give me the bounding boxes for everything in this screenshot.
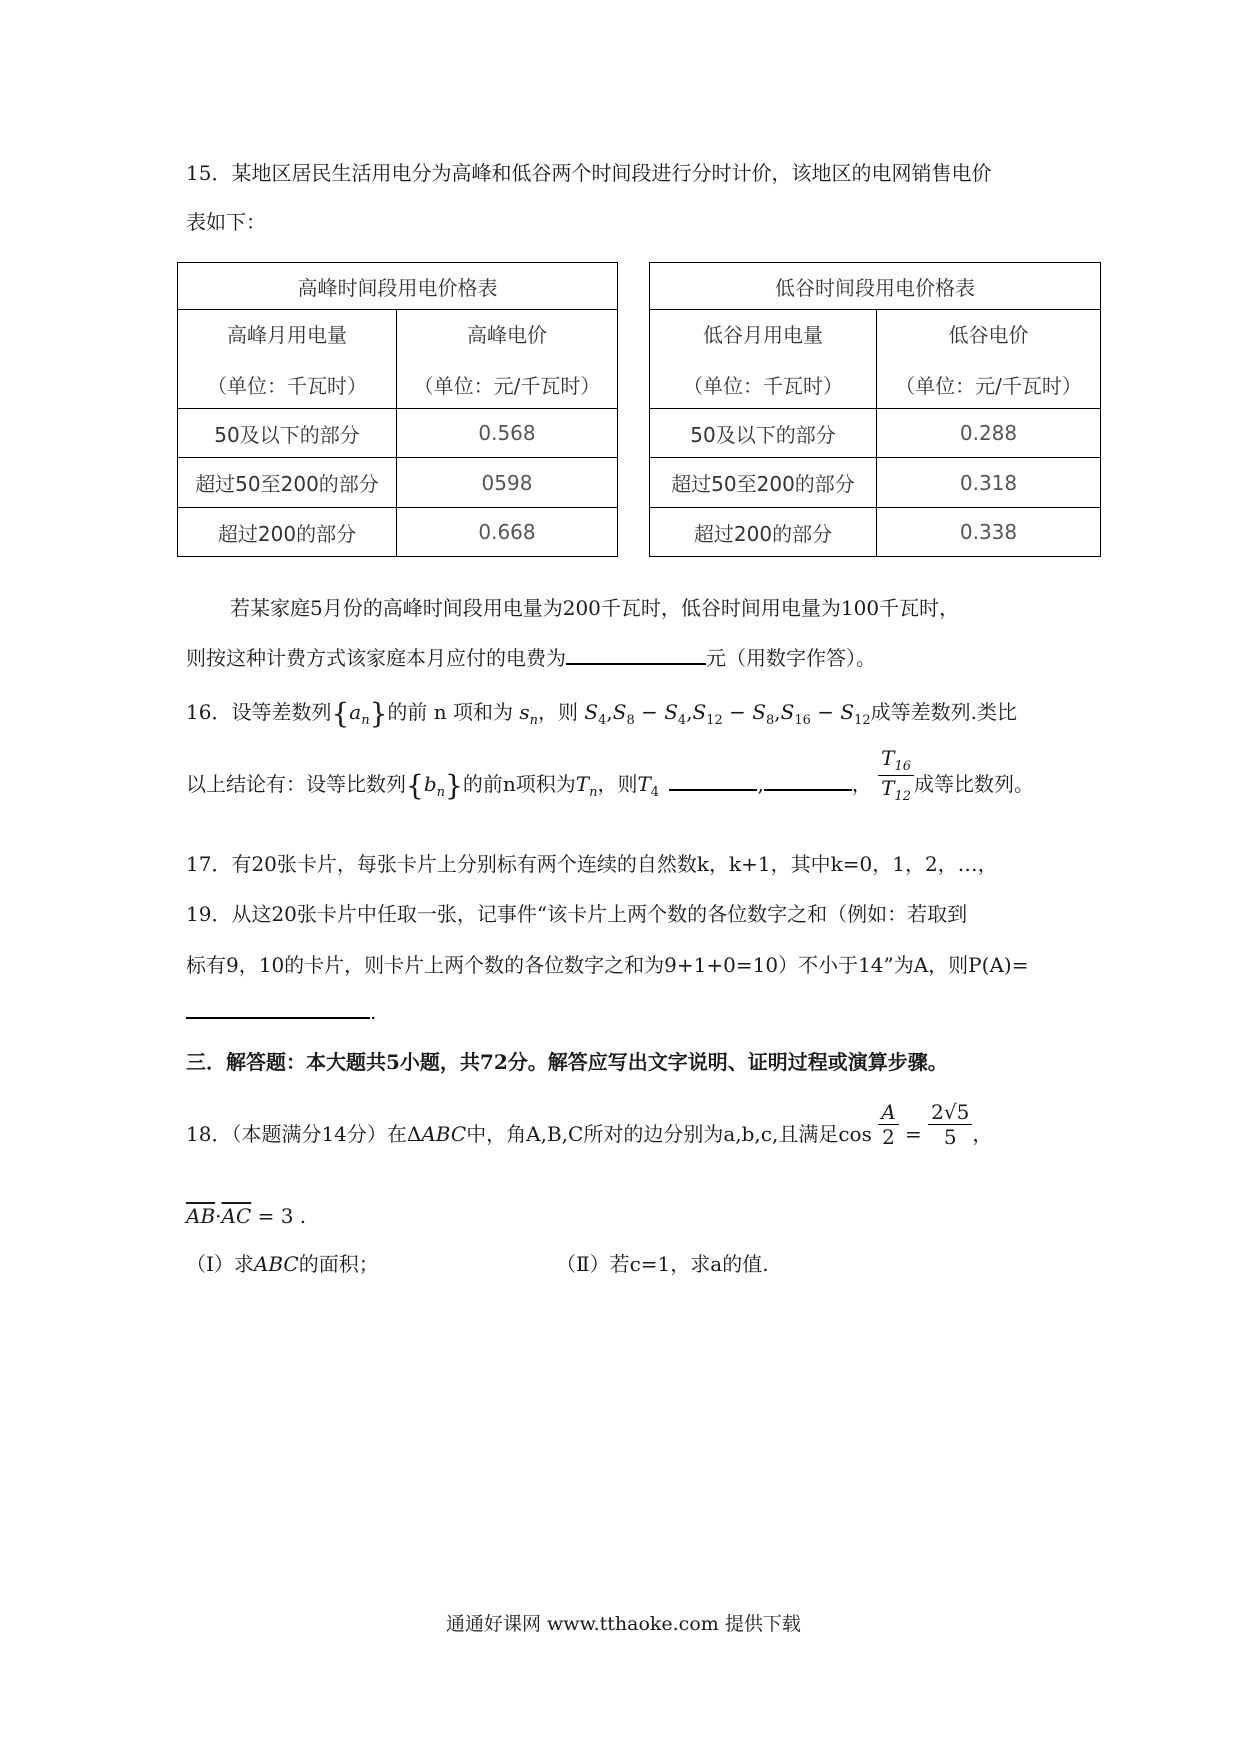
valley-row-1-range: 50及以下的部分 [650, 409, 877, 458]
valley-price-table [649, 262, 1101, 557]
q18-line-1: 18．（本题满分14分）在ΔABC中，角A,B,C所对的边分别为a,b,c,且满足cos $\frac{A}{2}$ = $\frac{2√5}{5}$ ， [186, 1100, 993, 1149]
t16-over-t12: $\frac{T_{16}}{T_{12}}$ [878, 748, 914, 803]
section-3-heading: 三．解答题：本大题共5小题，共72分。解答应写出文字说明、证明过程或演算步骤。 [186, 1050, 948, 1074]
q15-after-1: 若某家庭5月份的高峰时间段用电量为200千瓦时，低谷时间用电量为100千瓦时， [230, 596, 960, 620]
peak-col1-head: 高峰月用电量 （单位：千瓦时） [178, 310, 397, 409]
peak-row-3-range: 超过200的部分 [178, 508, 397, 557]
peak-row-3-price: 0.668 [397, 508, 618, 557]
valley-row-3-price: 0.338 [877, 508, 1101, 557]
q15-line-1: 15．某地区居民生活用电分为高峰和低谷两个时间段进行分时计价，该地区的电网销售电价 [186, 161, 992, 185]
valley-col2-head: 低谷电价 （单位：元/千瓦时） [877, 310, 1101, 409]
q17-answer-line: . [186, 1002, 376, 1022]
footer-credit: 通通好课网 www.tthaoke.com 提供下载 [446, 1613, 801, 1635]
q16-line-2: 以上结论有：设等比数列$\{b_n\}$的前n项积为$T_n$，则$T_4$ , ， $\frac{T_{16}}{T_{12}}$ 成等比数列。 [186, 746, 1035, 804]
peak-row-1-range: 50及以下的部分 [178, 409, 397, 458]
q17-line-1: 17．有20张卡片，每张卡片上分别标有两个连续的自然数k，k+1，其中k=0，1，2，…， [186, 852, 998, 876]
peak-row-1-price: 0.568 [397, 409, 618, 458]
q18-part-2: （Ⅱ）若c=1，求a的值. [556, 1252, 769, 1276]
valley-row-1-price: 0.288 [877, 409, 1101, 458]
q18-part-1: （Ⅰ）求ABC的面积； [186, 1252, 379, 1276]
valley-row-2-range: 超过50至200的部分 [650, 458, 877, 508]
q15-line-2: 表如下： [186, 210, 266, 234]
valley-col1-head: 低谷月用电量 （单位：千瓦时） [650, 310, 877, 409]
two-root5-over-5: $\frac{2√5}{5}$ [928, 1102, 972, 1147]
answer-blank-15[interactable] [566, 661, 706, 665]
peak-table-title: 高峰时间段用电价格表 [178, 263, 618, 310]
valley-row-2-price: 0.318 [877, 458, 1101, 508]
answer-blank-17[interactable] [186, 1015, 370, 1019]
valley-table-title: 低谷时间段用电价格表 [650, 263, 1101, 310]
q15-after-2: 则按这种计费方式该家庭本月应付的电费为 元（用数字作答）。 [186, 646, 876, 670]
q17-line-3: 标有9，10的卡片，则卡片上两个数的各位数字之和为9+1+0=10）不小于14”为A，则P(A)= [186, 953, 1029, 977]
valley-row-3-range: 超过200的部分 [650, 508, 877, 557]
q17-line-2: 19．从这20张卡片中任取一张，记事件“该卡片上两个数的各位数字之和（例如：若取到 [186, 902, 968, 926]
q16-line-1: 16．设等差数列$\{a_n\}$的前 n 项和为 $s_n$，则 $S_4,S_8 - S_4,S_{12} - S_8,S_{16} - S_{12}$成等差数列.类比 [186, 697, 1017, 730]
peak-price-table [177, 262, 618, 557]
peak-col2-head: 高峰电价 （单位：元/千瓦时） [397, 310, 618, 409]
peak-row-2-range: 超过50至200的部分 [178, 458, 397, 508]
answer-blank-16b[interactable] [764, 787, 852, 791]
q18-vector-condition: $\overline{AB}\cdot\overline{AC} = 3$ . [186, 1204, 307, 1228]
peak-row-2-price: 0598 [397, 458, 618, 508]
a-over-2: $\frac{A}{2}$ [878, 1102, 898, 1147]
answer-blank-16a[interactable] [669, 787, 757, 791]
